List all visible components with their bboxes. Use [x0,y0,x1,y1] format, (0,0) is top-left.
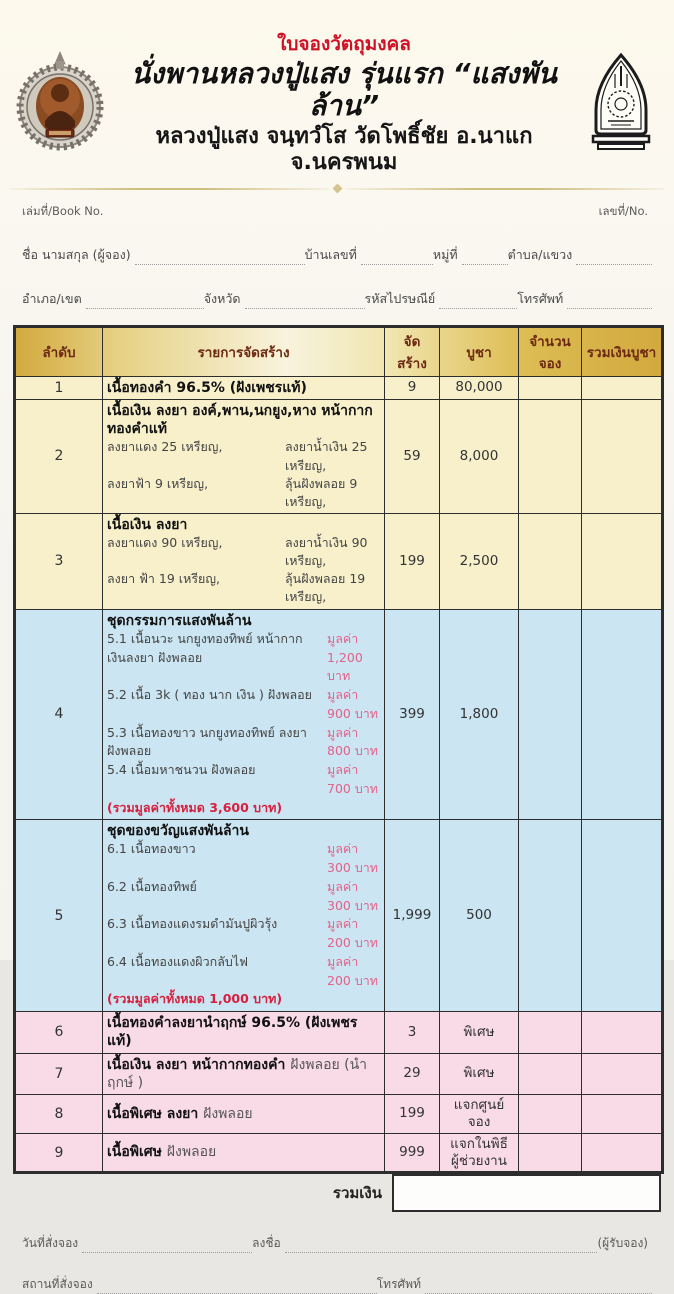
priced-line-value: มูลค่า 900 บาท [327,687,379,721]
priced-line-text: 5.1 เนื้อนวะ นกยูงทองทิพย์ หน้ากากเงินลงยา ฝังพลอย [107,630,303,665]
footer-phone-label: โทรศัพท์ [376,1277,421,1292]
decorative-divider [10,185,664,193]
row-made-quantity: 59 [385,400,440,514]
no-label: เลขที่/No. [598,203,648,218]
table-row [15,820,663,1012]
row-made-quantity: 3 [385,1012,440,1053]
detail-left: ลงยาฟ้า 9 เหรียญ, [107,475,209,491]
row-item-detail-line [107,570,380,606]
row-reserve-quantity-cell[interactable] [519,1053,582,1094]
row-item-cell [103,513,385,609]
page-title: นั่งพานหลวงปู่แสง รุ่นแรก “แสงพันล้าน” [131,56,557,123]
row-order-number: 9 [15,1133,103,1173]
row-item-title: เนื้อพิเศษ ฝังพลอย [107,1144,217,1161]
signature-field[interactable] [285,1237,598,1253]
row-price: 2,500 [440,513,519,609]
row-item-title: เนื้อทองคำ 96.5% (ฝังเพชรแท้) [107,379,307,396]
row-price: 1,800 [440,609,519,820]
row-reserve-quantity-cell[interactable] [519,400,582,514]
order-place-label: สถานที่สั่งจอง [22,1277,93,1292]
row-price: 80,000 [440,376,519,399]
priced-line-text: 5.2 เนื้อ 3k ( ทอง นาก เงิน ) ฝังพลอย [107,687,312,702]
row-made-quantity: 999 [385,1133,440,1173]
priced-line-value: มูลค่า 200 บาท [327,953,379,988]
row-item-cell [103,1094,385,1133]
table-row [15,1012,663,1053]
phone-field[interactable] [567,293,652,309]
row-total-amount-cell[interactable] [582,376,663,399]
row-made-quantity: 1,999 [385,820,440,1012]
row-reserve-quantity-cell[interactable] [519,513,582,609]
row-item-suffix: ฝังพลอย [203,1105,253,1122]
row-made-quantity: 29 [385,1053,440,1094]
row-item-title: ชุดกรรมการแสงพันล้าน [107,612,252,629]
row-item-cell [103,609,385,820]
row-item-title: เนื้อเงิน ลงยา [107,516,188,533]
page-subtitle: หลวงปู่แสง จนฺทวํโส วัดโพธิ์ชัย อ.นาแก จ.นครพนม [155,124,533,175]
row-item-priced-line [107,630,380,686]
postcode-field[interactable] [439,293,517,309]
row-item-title: เนื้อเงิน ลงยา องค์,พาน,นกยูง,หาง หน้ากากทองคำแท้ [107,403,373,438]
priced-line-text: 6.2 เนื้อทองทิพย์ [107,878,197,894]
row-price: พิเศษ [440,1053,519,1094]
detail-right: ลุ้นฝังพลอย 19 เหรียญ, [285,571,366,605]
row-item-priced-line [107,686,380,724]
row-item-title: เนื้อทองคำลงยานำฤกษ์ 96.5% (ฝังเพชรแท้) [107,1015,358,1050]
row-reserve-quantity-cell[interactable] [519,609,582,820]
row-item-title: เนื้อพิเศษ ลงยา ฝังพลอย [107,1105,253,1122]
priced-line-value: มูลค่า 1,200 บาท [327,630,363,684]
receiver-label: (ผู้รับจอง) [597,1236,648,1251]
row-item-detail-line [107,475,380,511]
detail-left: ลงยาแดง 25 เหรียญ, [107,439,223,455]
row-item-cell [103,1012,385,1053]
detail-left: ลงยาแดง 90 เหรียญ, [107,535,223,551]
row-order-number: 1 [15,376,103,399]
row-reserve-quantity-cell[interactable] [519,1094,582,1133]
row-total-amount-cell[interactable] [582,513,663,609]
col-header-price: บูชา [440,326,519,376]
col-header-made: จัดสร้าง [385,326,440,376]
col-header-order: ลำดับ [15,326,103,376]
row-item-detail-line [107,438,380,474]
row-item-title: เนื้อเงิน ลงยา หน้ากากทองคำ ฝังพลอย (นำฤกษ์ ) [107,1056,368,1091]
row-price: แจกศูนย์จอง [440,1094,519,1133]
row-item-priced-line [107,761,380,799]
detail-right: ลุ้นฝังพลอย 9 เหรียญ, [285,475,358,509]
row-item-cell [103,376,385,399]
form-type-label: ใบจองวัตถุมงคล [277,33,411,55]
row-reserve-quantity-cell[interactable] [519,1133,582,1173]
row-order-number: 5 [15,820,103,1012]
footer-phone-field[interactable] [425,1278,652,1294]
row-item-cell [103,400,385,514]
row-total-amount-cell[interactable] [582,609,663,820]
name-field[interactable] [135,249,305,265]
row-order-number: 4 [15,609,103,820]
row-made-quantity: 199 [385,513,440,609]
footer-line-1 [0,1234,674,1253]
table-row [15,609,663,820]
row-reserve-quantity-cell[interactable] [519,820,582,1012]
name-label: ชื่อ นามสกุล (ผู้จอง) [22,246,131,262]
row-order-number: 6 [15,1012,103,1053]
order-date-label: วันที่สั่งจอง [22,1236,79,1251]
row-item-suffix: ฝังพลอย [166,1144,217,1161]
row-total-amount-cell[interactable] [582,1012,663,1053]
row-price: 500 [440,820,519,1012]
priced-line-text: 6.3 เนื้อทองแดงรมดำมันปูผิวรุ้ง [107,916,278,932]
order-place-field[interactable] [97,1278,377,1294]
row-item-cell [103,1133,385,1173]
row-item-title: ชุดของขวัญแสงพันล้าน [107,823,249,840]
header-titles [108,34,580,175]
applicant-line-2 [0,289,674,309]
priced-line-value: มูลค่า 300 บาท [327,841,379,876]
district-label: อำเภอ/เขต [22,290,82,306]
sign-label: ลงชื่อ [252,1236,281,1251]
subdistrict-field[interactable] [576,249,652,265]
order-date-field[interactable] [82,1237,252,1253]
priced-line-value: มูลค่า 700 บาท [327,762,379,796]
table-row [15,1094,663,1133]
row-made-quantity: 199 [385,1094,440,1133]
house-no-field[interactable] [361,249,433,265]
row-order-number: 8 [15,1094,103,1133]
row-total-amount-cell[interactable] [582,400,663,514]
detail-right: ลงยาน้ำเงิน 90 เหรียญ, [285,535,368,569]
table-row [15,513,663,609]
table-row [15,1133,663,1173]
row-made-quantity: 9 [385,376,440,399]
row-total-amount-cell[interactable] [582,1133,663,1173]
form-header [0,0,674,175]
monk-medallion-icon [16,49,104,159]
applicant-line-1 [0,245,674,265]
province-label: จังหวัด [203,290,241,306]
order-table-body [15,376,663,1173]
row-item-cell [103,1053,385,1094]
priced-line-text: 5.3 เนื้อทองขาว นกยูงทองทิพย์ ลงยา ฝังพลอย [107,724,307,759]
row-item-priced-line [107,915,380,953]
subdistrict-label: ตำบล/แขวง [507,246,573,262]
priced-line-text: 6.1 เนื้อทองขาว [107,841,196,857]
table-row [15,400,663,514]
priced-line-value: มูลค่า 800 บาท [327,724,379,759]
row-item-priced-line [107,840,380,878]
row-item-total-line: (รวมมูลค่าทั้งหมด 1,000 บาท) [107,991,283,1007]
temple-seal-icon [584,52,658,156]
table-row [15,376,663,399]
col-header-item: รายการจัดสร้าง [103,326,385,376]
moo-field[interactable] [462,249,508,265]
meta-row [0,193,674,221]
moo-label: หมู่ที่ [432,246,458,262]
row-order-number: 2 [15,400,103,514]
row-order-number: 3 [15,513,103,609]
row-price: พิเศษ [440,1012,519,1053]
row-made-quantity: 399 [385,609,440,820]
row-item-priced-line [107,878,380,916]
row-item-total-line: (รวมมูลค่าทั้งหมด 3,600 บาท) [107,799,283,815]
row-item-priced-line [107,953,380,991]
order-table [13,325,664,1175]
province-field[interactable] [245,293,365,309]
row-order-number: 7 [15,1053,103,1094]
book-no-label: เล่มที่/Book No. [22,203,104,218]
row-item-priced-line [107,724,380,762]
col-header-sum: รวมเงินบูชา [582,326,663,376]
district-field[interactable] [86,293,204,309]
priced-line-text: 5.4 เนื้อมหาชนวน ฝังพลอย [107,762,256,777]
footer-line-2 [0,1275,674,1294]
priced-line-text: 6.4 เนื้อทองแดงผิวกลับไฟ [107,953,248,969]
row-total-amount-cell[interactable] [582,1053,663,1094]
total-label: รวมเงิน [332,1184,382,1203]
row-total-amount-cell[interactable] [582,1094,663,1133]
row-reserve-quantity-cell[interactable] [519,376,582,399]
priced-line-value: มูลค่า 200 บาท [327,916,379,951]
total-amount-box[interactable] [392,1174,661,1212]
row-price: แจกในพิธี ผู้ช่วยงาน [440,1133,519,1173]
row-reserve-quantity-cell[interactable] [519,1012,582,1053]
priced-line-value: มูลค่า 300 บาท [327,878,379,913]
phone-label: โทรศัพท์ [517,290,564,306]
row-item-cell [103,820,385,1012]
detail-left: ลงยา ฟ้า 19 เหรียญ, [107,571,220,587]
row-item-detail-line [107,534,380,570]
row-price: 8,000 [440,400,519,514]
detail-right: ลงยาน้ำเงิน 25 เหรียญ, [285,439,368,473]
row-item-suffix: ฝังพลอย (นำฤกษ์ ) [107,1056,368,1091]
row-total-amount-cell[interactable] [582,820,663,1012]
house-no-label: บ้านเลขที่ [304,246,357,262]
total-row [13,1174,661,1212]
postcode-label: รหัสไปรษณีย์ [364,290,436,306]
table-header-row [15,326,663,376]
col-header-qty: จำนวนจอง [519,326,582,376]
table-row [15,1053,663,1094]
